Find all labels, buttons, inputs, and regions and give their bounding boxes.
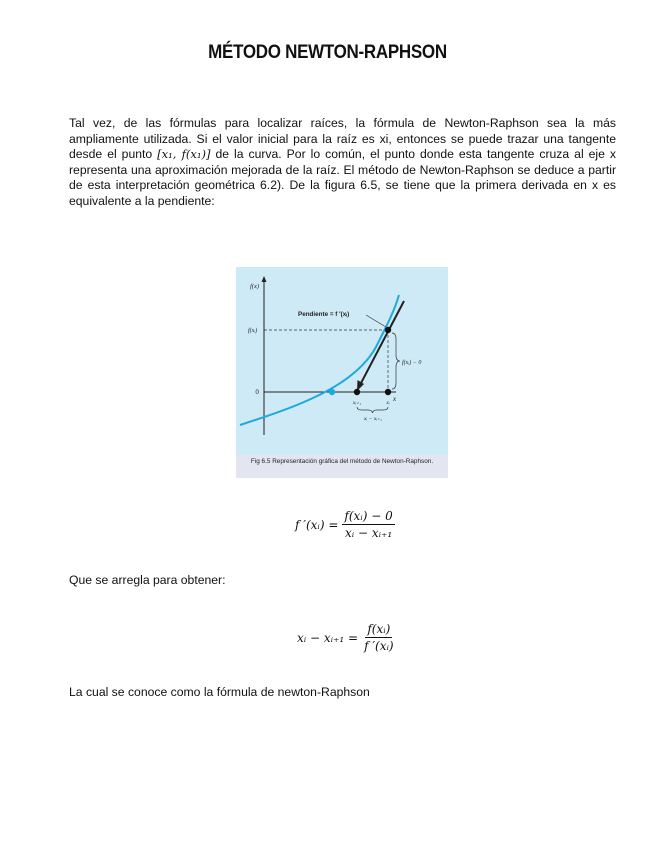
equation1-lhs: f ′(xᵢ) = — [295, 517, 339, 532]
conclusion-text: La cual se conoce como la fórmula de newton-Raphson — [69, 685, 370, 699]
rise-brace — [392, 333, 400, 389]
root-point — [329, 389, 335, 395]
intro-text-part1: Tal vez, de las fórmulas para localizar raíces, la fórmula de Newton-Raphson sea la más ampliamente utilizada. Si el valor inicial para la raíz es xi, entonces se puede trazar una tangente desde el punto — [69, 116, 616, 162]
x-i-label: xᵢ — [386, 400, 390, 406]
newton-raphson-figure — [236, 267, 448, 478]
figure-caption: Fig 6.5 Representación gráfica del método de Newton-Raphson. — [236, 455, 448, 478]
figure-graph — [236, 267, 448, 455]
tangent-line — [360, 301, 404, 385]
equation1-numerator: f(xᵢ) − 0 — [344, 509, 393, 523]
equation-rearranged — [297, 622, 396, 653]
equation1-fraction — [342, 509, 394, 540]
slope-label: Pendiente = f ′(xᵢ) — [298, 311, 350, 318]
rise-label: f(xᵢ) − 0 — [402, 360, 422, 366]
page-title: MÉTODO NEWTON-RAPHSON — [208, 40, 447, 63]
equation2-denominator: f ′(xᵢ) — [364, 639, 394, 653]
equation-derivative — [295, 509, 395, 540]
zero-tick-label: 0 — [255, 389, 259, 396]
equation1-denominator: xᵢ − xᵢ₊₁ — [344, 526, 393, 540]
equation2-numerator: f(xᵢ) — [367, 622, 391, 636]
tangent-point — [385, 327, 391, 333]
y-axis-label: f(x) — [250, 283, 260, 290]
point-notation: [x₁, f(x₁)] — [157, 147, 211, 162]
run-label: xᵢ − xᵢ₊₁ — [364, 416, 382, 422]
x-next-label: xᵢ₊₁ — [352, 400, 362, 406]
fxi-tick-label: f(xᵢ) — [248, 328, 258, 334]
y-axis-arrow — [262, 276, 267, 282]
intro-paragraph — [69, 116, 616, 210]
x-axis-label: x — [393, 395, 397, 403]
equation2-fraction — [362, 622, 396, 653]
arrange-text: Que se arregla para obtener: — [69, 573, 226, 587]
intro-text-part2: de la curva. Por lo común, el punto donde esta tangente cruza al eje x representa una aproximación mejorada de la raíz. El método de Newton-Raphson se deduce a partir de esta interpretación geométrica 6.2). De la figura 6.5, se tiene que la primera derivada en x es equivalente a la pendiente: — [69, 147, 616, 208]
x-next-point — [354, 389, 360, 395]
run-brace — [357, 407, 388, 413]
equation2-lhs: xᵢ − xᵢ₊₁ = — [297, 630, 359, 645]
x-i-point — [385, 389, 391, 395]
slope-leader-line — [366, 315, 386, 327]
